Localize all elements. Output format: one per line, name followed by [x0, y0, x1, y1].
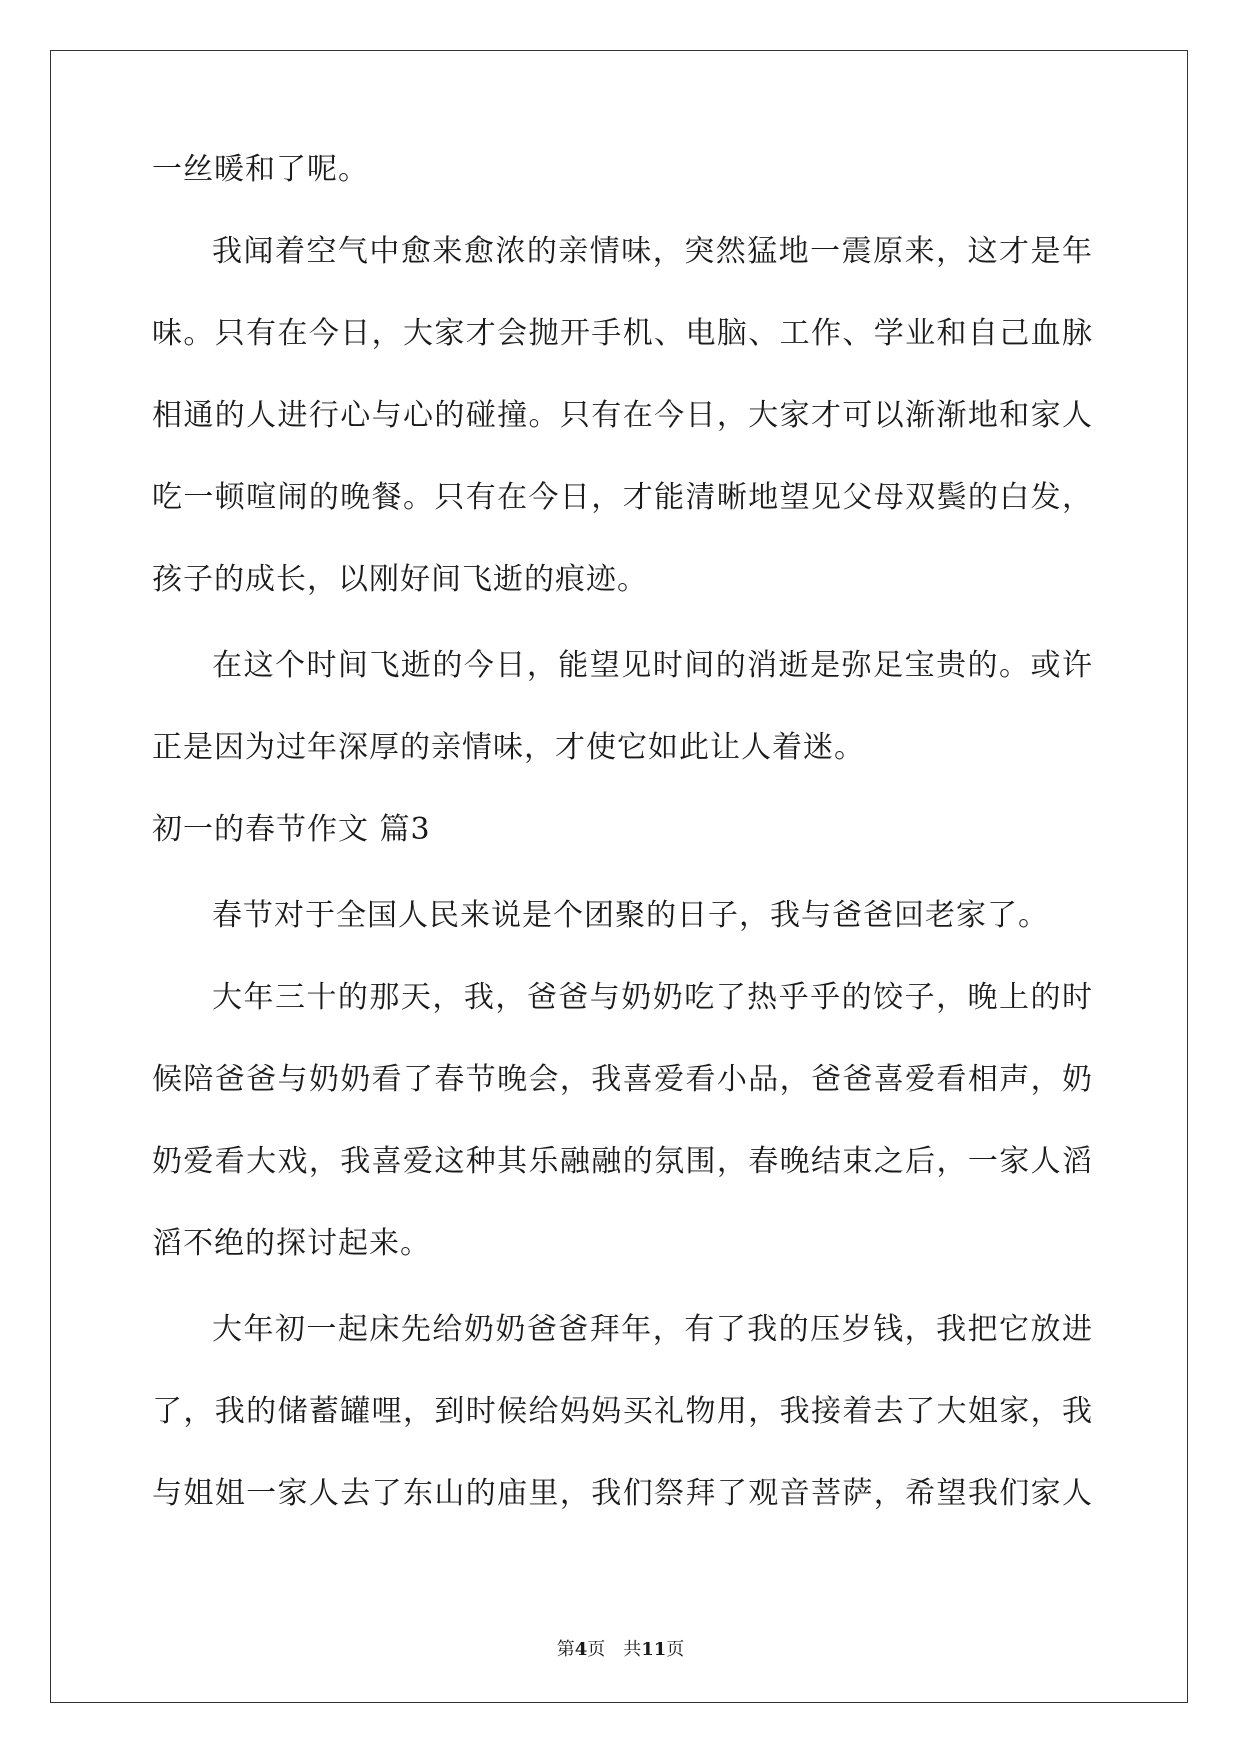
text-line-4: 相通的人进行心与心的碰撞。只有在今日，大家才可以渐渐地和家人 [152, 398, 1092, 433]
section-heading: 初一的春节作文 篇3 [152, 812, 431, 847]
text-line-8: 正是因为过年深厚的亲情味，才使它如此让人着迷。 [152, 730, 865, 765]
footer-suffix: 页 [666, 1639, 685, 1660]
footer-page-number: 4 [574, 1639, 588, 1660]
footer-middle: 页 共 [587, 1639, 642, 1660]
text-line-7: 在这个时间飞逝的今日，能望见时间的消逝是弥足宝贵的。或许 [212, 648, 1092, 683]
text-line-3: 味。只有在今日，大家才会抛开手机、电脑、工作、学业和自己血脉 [152, 316, 1092, 351]
text-line-14: 滔不绝的探讨起来。 [152, 1226, 431, 1261]
text-line-11: 大年三十的那天，我，爸爸与奶奶吃了热乎乎的饺子，晚上的时 [212, 980, 1092, 1015]
text-line-2: 我闻着空气中愈来愈浓的亲情味，突然猛地一震原来，这才是年 [212, 234, 1092, 269]
text-line-6: 孩子的成长，以刚好间飞逝的痕迹。 [152, 562, 648, 597]
text-line-5: 吃一顿喧闹的晚餐。只有在今日，才能清晰地望见父母双鬓的白发， [152, 480, 1092, 515]
page-footer [0, 1638, 1241, 1662]
footer-total-pages: 11 [641, 1639, 667, 1660]
text-line-17: 与姐姐一家人去了东山的庙里，我们祭拜了观音菩萨，希望我们家人 [152, 1476, 1092, 1511]
footer-prefix: 第 [556, 1639, 575, 1660]
text-line-1: 一丝暖和了呢。 [152, 152, 369, 187]
text-line-15: 大年初一起床先给奶奶爸爸拜年，有了我的压岁钱，我把它放进 [212, 1312, 1092, 1347]
text-line-13: 奶爱看大戏，我喜爱这种其乐融融的氛围，春晚结束之后，一家人滔 [152, 1144, 1092, 1179]
page-border [50, 50, 1188, 1703]
text-line-10: 春节对于全国人民来说是个团聚的日子，我与爸爸回老家了。 [212, 898, 1049, 933]
text-line-16: 了，我的储蓄罐哩，到时候给妈妈买礼物用，我接着去了大姐家，我 [152, 1394, 1092, 1429]
text-line-12: 候陪爸爸与奶奶看了春节晚会，我喜爱看小品，爸爸喜爱看相声，奶 [152, 1062, 1092, 1097]
